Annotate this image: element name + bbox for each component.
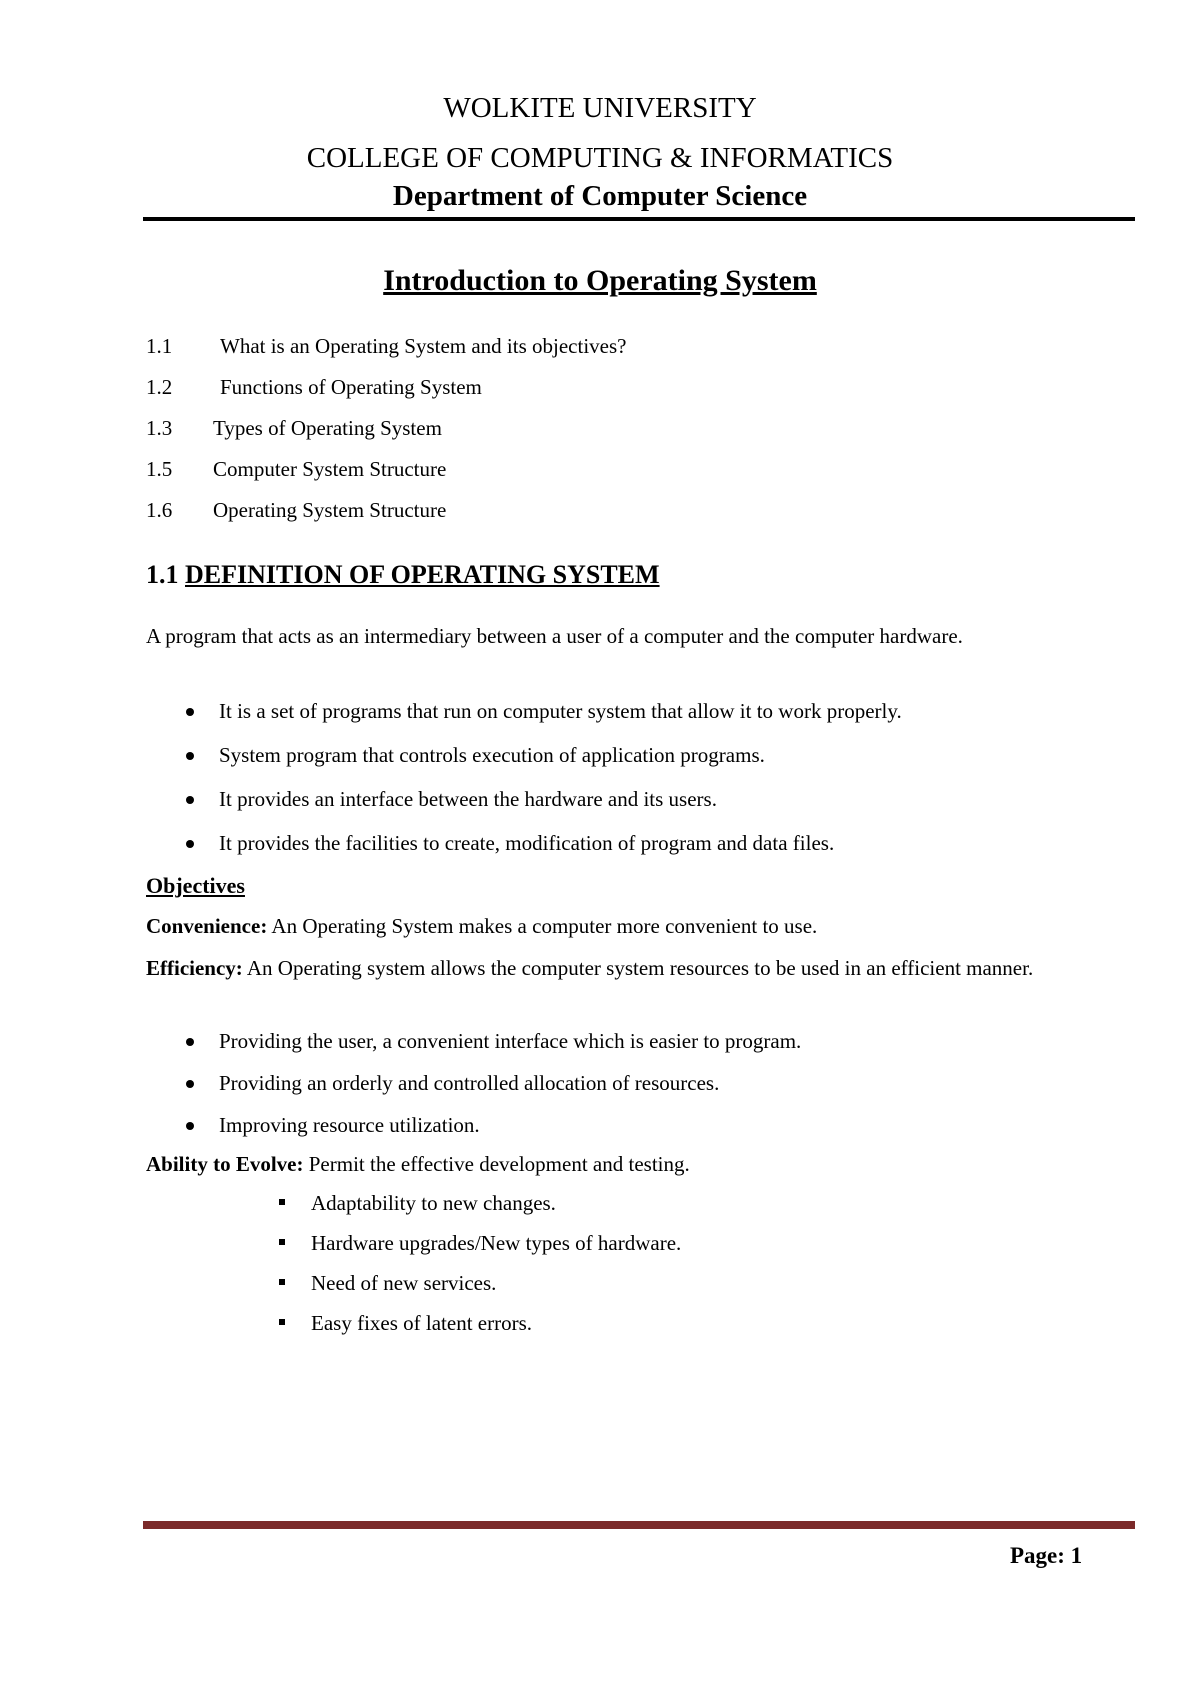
header-divider <box>143 217 1135 221</box>
list-item <box>146 1029 801 1071</box>
list-item-text: Easy fixes of latent errors. <box>311 1311 533 1335</box>
toc-item-text: What is an Operating System and its objectives? <box>220 334 627 358</box>
toc-item-text: Types of Operating System <box>213 416 442 440</box>
list-item-text: It provides an interface between the hardware and its users. <box>219 787 717 811</box>
bullet-icon <box>186 752 194 760</box>
university-name: WOLKITE UNIVERSITY <box>443 92 757 124</box>
objectives-heading: Objectives <box>146 873 245 898</box>
toc-item-text: Computer System Structure <box>213 457 447 481</box>
list-item <box>146 1071 801 1113</box>
list-item-text: System program that controls execution of application programs. <box>219 743 765 767</box>
bullet-icon <box>186 1122 194 1130</box>
list-item-text: Providing an orderly and controlled allocation of resources. <box>219 1071 720 1095</box>
list-item-text: Need of new services. <box>311 1271 497 1295</box>
department-name: Department of Computer Science <box>392 180 808 212</box>
list-item <box>146 699 902 743</box>
list-item <box>146 1231 681 1271</box>
list-item <box>146 1113 801 1155</box>
evolve-line <box>146 1152 690 1176</box>
square-bullet-icon <box>279 1319 285 1325</box>
evolve-bullet-list <box>146 1191 681 1351</box>
list-item-text: It is a set of programs that run on computer system that allow it to work properly. <box>219 699 902 723</box>
square-bullet-icon <box>279 1199 285 1205</box>
toc-item-number: 1.5 <box>146 457 173 481</box>
square-bullet-icon <box>279 1239 285 1245</box>
list-item <box>146 743 902 787</box>
bullet-icon <box>186 840 194 848</box>
bullet-icon <box>186 796 194 804</box>
section-number: 1.1 <box>146 560 179 589</box>
efficiency-paragraph <box>146 953 1130 983</box>
evolve-label: Ability to Evolve: <box>146 1152 304 1176</box>
convenience-text: An Operating System makes a computer more convenient to use. <box>271 914 818 938</box>
definition-paragraph: A program that acts as an intermediary between a user of a computer and the computer hardware. <box>146 624 963 648</box>
convenience-line <box>146 914 817 938</box>
list-item <box>146 1191 681 1231</box>
toc-item-number: 1.6 <box>146 498 173 522</box>
toc-item-number: 1.1 <box>146 334 173 358</box>
list-item-text: Providing the user, a convenient interface which is easier to program. <box>219 1029 802 1053</box>
list-item <box>146 831 902 875</box>
page-number: Page: 1 <box>1010 1543 1083 1568</box>
list-item <box>146 1311 681 1351</box>
footer-divider <box>143 1521 1135 1529</box>
list-item <box>146 1271 681 1311</box>
evolve-text: Permit the effective development and testing. <box>308 1152 690 1176</box>
list-item-text: It provides the facilities to create, modification of program and data files. <box>219 831 835 855</box>
toc-item-text: Operating System Structure <box>213 498 447 522</box>
toc-item-number: 1.2 <box>146 375 173 399</box>
list-item-text: Adaptability to new changes. <box>311 1191 556 1215</box>
square-bullet-icon <box>279 1279 285 1285</box>
list-item-text: Improving resource utilization. <box>219 1113 480 1137</box>
convenience-label: Convenience: <box>146 914 268 938</box>
toc-item-text: Functions of Operating System <box>220 375 482 399</box>
bullet-icon <box>186 1080 194 1088</box>
bullet-icon <box>186 1038 194 1046</box>
section-heading <box>146 560 660 590</box>
document-title: Introduction to Operating System <box>383 264 817 297</box>
list-item <box>146 787 902 831</box>
toc-item-number: 1.3 <box>146 416 173 440</box>
efficiency-bullet-list <box>146 1029 801 1155</box>
college-name: COLLEGE OF COMPUTING & INFORMATICS <box>306 142 894 174</box>
efficiency-label: Efficiency: <box>146 956 243 980</box>
bullet-icon <box>186 708 194 716</box>
list-item-text: Hardware upgrades/New types of hardware. <box>311 1231 682 1255</box>
definition-bullet-list <box>146 699 902 875</box>
efficiency-text: An Operating system allows the computer system resources to be used in an efficient manner. <box>246 956 1034 980</box>
section-heading-text: DEFINITION OF OPERATING SYSTEM <box>185 560 660 589</box>
